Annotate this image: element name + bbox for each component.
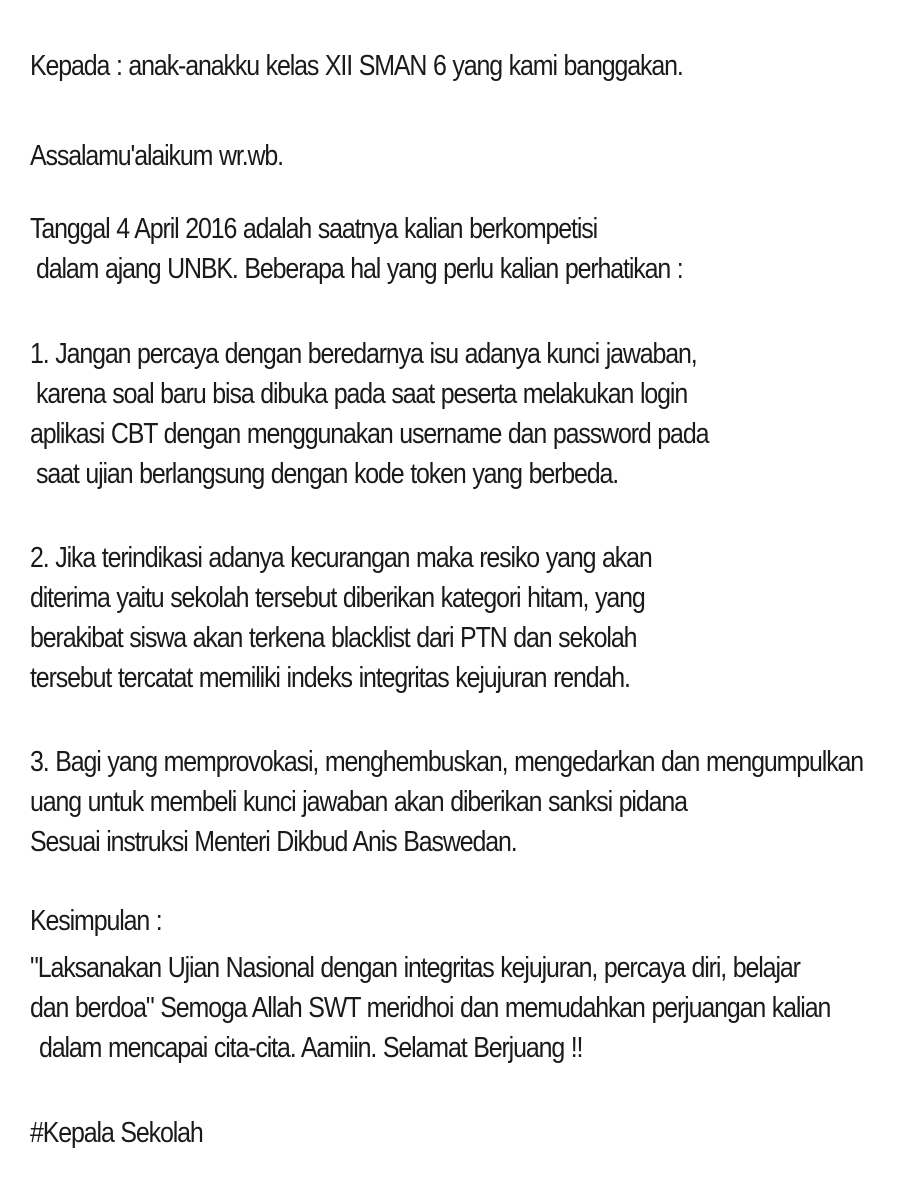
conclusion-label: Kesimpulan : [30, 905, 162, 937]
point3-line-3: Sesuai instruksi Menteri Dikbud Anis Baswedan. [30, 826, 517, 858]
intro-line-2: dalam ajang UNBK. Beberapa hal yang perlu kalian perhatikan : [36, 253, 683, 285]
salutation-line: Kepada : anak-anakku kelas XII SMAN 6 yang kami banggakan. [30, 50, 683, 82]
point2-line-3: berakibat siswa akan terkena blacklist dari PTN dan sekolah [30, 622, 637, 654]
intro-line-1: Tanggal 4 April 2016 adalah saatnya kalian berkompetisi [30, 213, 598, 245]
point2-line-2: diterima yaitu sekolah tersebut diberikan kategori hitam, yang [30, 582, 645, 614]
greeting-line: Assalamu'alaikum wr.wb. [30, 140, 283, 172]
point3-line-2: uang untuk membeli kunci jawaban akan diberikan sanksi pidana [30, 786, 687, 818]
point1-line-1: 1. Jangan percaya dengan beredarnya isu adanya kunci jawaban, [30, 338, 697, 370]
point2-line-1: 2. Jika terindikasi adanya kecurangan maka resiko yang akan [30, 542, 652, 574]
point1-line-3: aplikasi CBT dengan menggunakan username dan password pada [30, 418, 709, 450]
conclusion-line-3: dalam mencapai cita-cita. Aamiin. Selamat Berjuang !! [39, 1032, 583, 1064]
conclusion-line-2: dan berdoa" Semoga Allah SWT meridhoi dan memudahkan perjuangan kalian [30, 992, 831, 1024]
conclusion-line-1: "Laksanakan Ujian Nasional dengan integritas kejujuran, percaya diri, belajar [30, 952, 800, 984]
point2-line-4: tersebut tercatat memiliki indeks integritas kejujuran rendah. [30, 662, 630, 694]
point1-line-2: karena soal baru bisa dibuka pada saat peserta melakukan login [36, 378, 688, 410]
point3-line-1: 3. Bagi yang memprovokasi, menghembuskan, mengedarkan dan mengumpulkan [30, 746, 864, 778]
point1-line-4: saat ujian berlangsung dengan kode token yang berbeda. [36, 458, 619, 490]
signature: #Kepala Sekolah [30, 1117, 203, 1149]
